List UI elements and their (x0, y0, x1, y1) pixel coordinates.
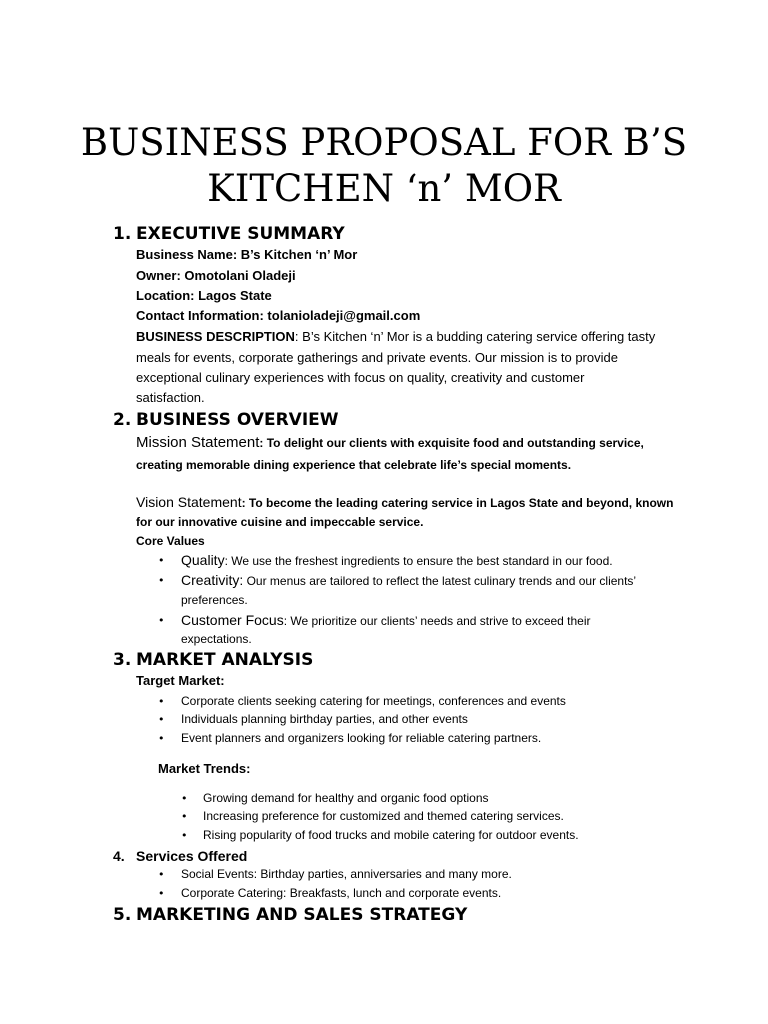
section-heading: MARKET ANALYSIS (136, 650, 314, 670)
bullet-icon: • (158, 695, 165, 708)
section-heading: Services Offered (136, 848, 248, 864)
core-value-text: : We prioritize our clients’ needs and strive to exceed their (283, 614, 591, 628)
vision-statement-text: : To become the leading catering service in Lagos State and beyond, known (241, 496, 674, 510)
business-name: Business Name: B’s Kitchen ‘n’ Mor (136, 247, 358, 262)
bullet-icon: • (158, 713, 165, 726)
section-number: 3. (113, 650, 132, 670)
core-value-text: Our menus are tailored to reflect the latest culinary trends and our clients’ (243, 574, 637, 588)
bullet-icon: • (181, 810, 188, 823)
list-item: Social Events: Birthday parties, anniversaries and many more. (181, 867, 512, 881)
core-value-text-continued: preferences. (181, 593, 248, 607)
list-item: Growing demand for healthy and organic food options (203, 791, 489, 805)
mission-statement-line-1 (136, 433, 644, 453)
owner: Owner: Omotolani Oladeji (136, 268, 296, 283)
bullet-icon: • (158, 868, 165, 881)
vision-statement-line-2: for our innovative cuisine and impeccable service. (136, 515, 424, 529)
market-trends-label: Market Trends: (158, 761, 251, 776)
contact-information: Contact Information: tolanioladeji@gmail.com (136, 308, 421, 323)
section-heading: EXECUTIVE SUMMARY (136, 224, 345, 244)
section-heading: MARKETING AND SALES STRATEGY (136, 905, 468, 925)
bullet-icon: • (158, 614, 165, 627)
section-number: 1. (113, 224, 132, 244)
vision-statement-line-1 (136, 492, 673, 513)
list-item: Corporate clients seeking catering for meetings, conferences and events (181, 694, 566, 708)
core-value-quality (181, 550, 613, 571)
bullet-icon: • (181, 829, 188, 842)
core-value-text-continued: expectations. (181, 632, 252, 646)
section-number: 4. (113, 848, 125, 864)
title-line-1: BUSINESS PROPOSAL FOR B’S (80, 121, 688, 164)
mission-statement-label: Mission Statement (136, 434, 260, 451)
bullet-icon: • (158, 887, 165, 900)
bullet-icon: • (158, 574, 165, 587)
business-description-line-1 (136, 327, 655, 347)
core-values-label: Core Values (136, 534, 205, 548)
list-item: Increasing preference for customized and themed catering services. (203, 809, 564, 823)
core-value-text: : We use the freshest ingredients to ensure the best standard in our food. (224, 554, 613, 568)
target-market-label: Target Market: (136, 673, 225, 688)
core-value-label: Quality (181, 552, 225, 568)
section-heading: BUSINESS OVERVIEW (136, 410, 339, 430)
vision-statement-label: Vision Statement (136, 494, 242, 510)
business-description-line-4: satisfaction. (136, 390, 205, 405)
section-number: 2. (113, 410, 132, 430)
business-description-text: : B’s Kitchen ‘n’ Mor is a budding catering service offering tasty (294, 329, 656, 344)
core-value-label: Customer Focus (181, 612, 284, 628)
list-item: Rising popularity of food trucks and mobile catering for outdoor events. (203, 828, 579, 842)
location: Location: Lagos State (136, 288, 272, 303)
business-description-label: BUSINESS DESCRIPTION (136, 329, 295, 344)
section-number: 5. (113, 905, 132, 925)
list-item: Corporate Catering: Breakfasts, lunch and corporate events. (181, 886, 502, 900)
list-item: Event planners and organizers looking for reliable catering partners. (181, 731, 542, 745)
core-value-customer-focus (181, 610, 591, 631)
business-description-line-2: meals for events, corporate gatherings and private events. Our mission is to provide (136, 350, 618, 365)
core-value-creativity (181, 570, 636, 591)
business-description-line-3: exceptional culinary experiences with focus on quality, creativity and customer (136, 370, 585, 385)
title-line-2: KITCHEN ‘n’ MOR (207, 167, 561, 210)
core-value-label: Creativity: (181, 572, 244, 588)
bullet-icon: • (181, 792, 188, 805)
document-title (0, 120, 768, 212)
mission-statement-text: : To delight our clients with exquisite food and outstanding service, (259, 436, 644, 450)
bullet-icon: • (158, 732, 165, 745)
mission-statement-line-2: creating memorable dining experience that celebrate life’s special moments. (136, 458, 572, 472)
bullet-icon: • (158, 554, 165, 567)
list-item: Individuals planning birthday parties, and other events (181, 712, 468, 726)
